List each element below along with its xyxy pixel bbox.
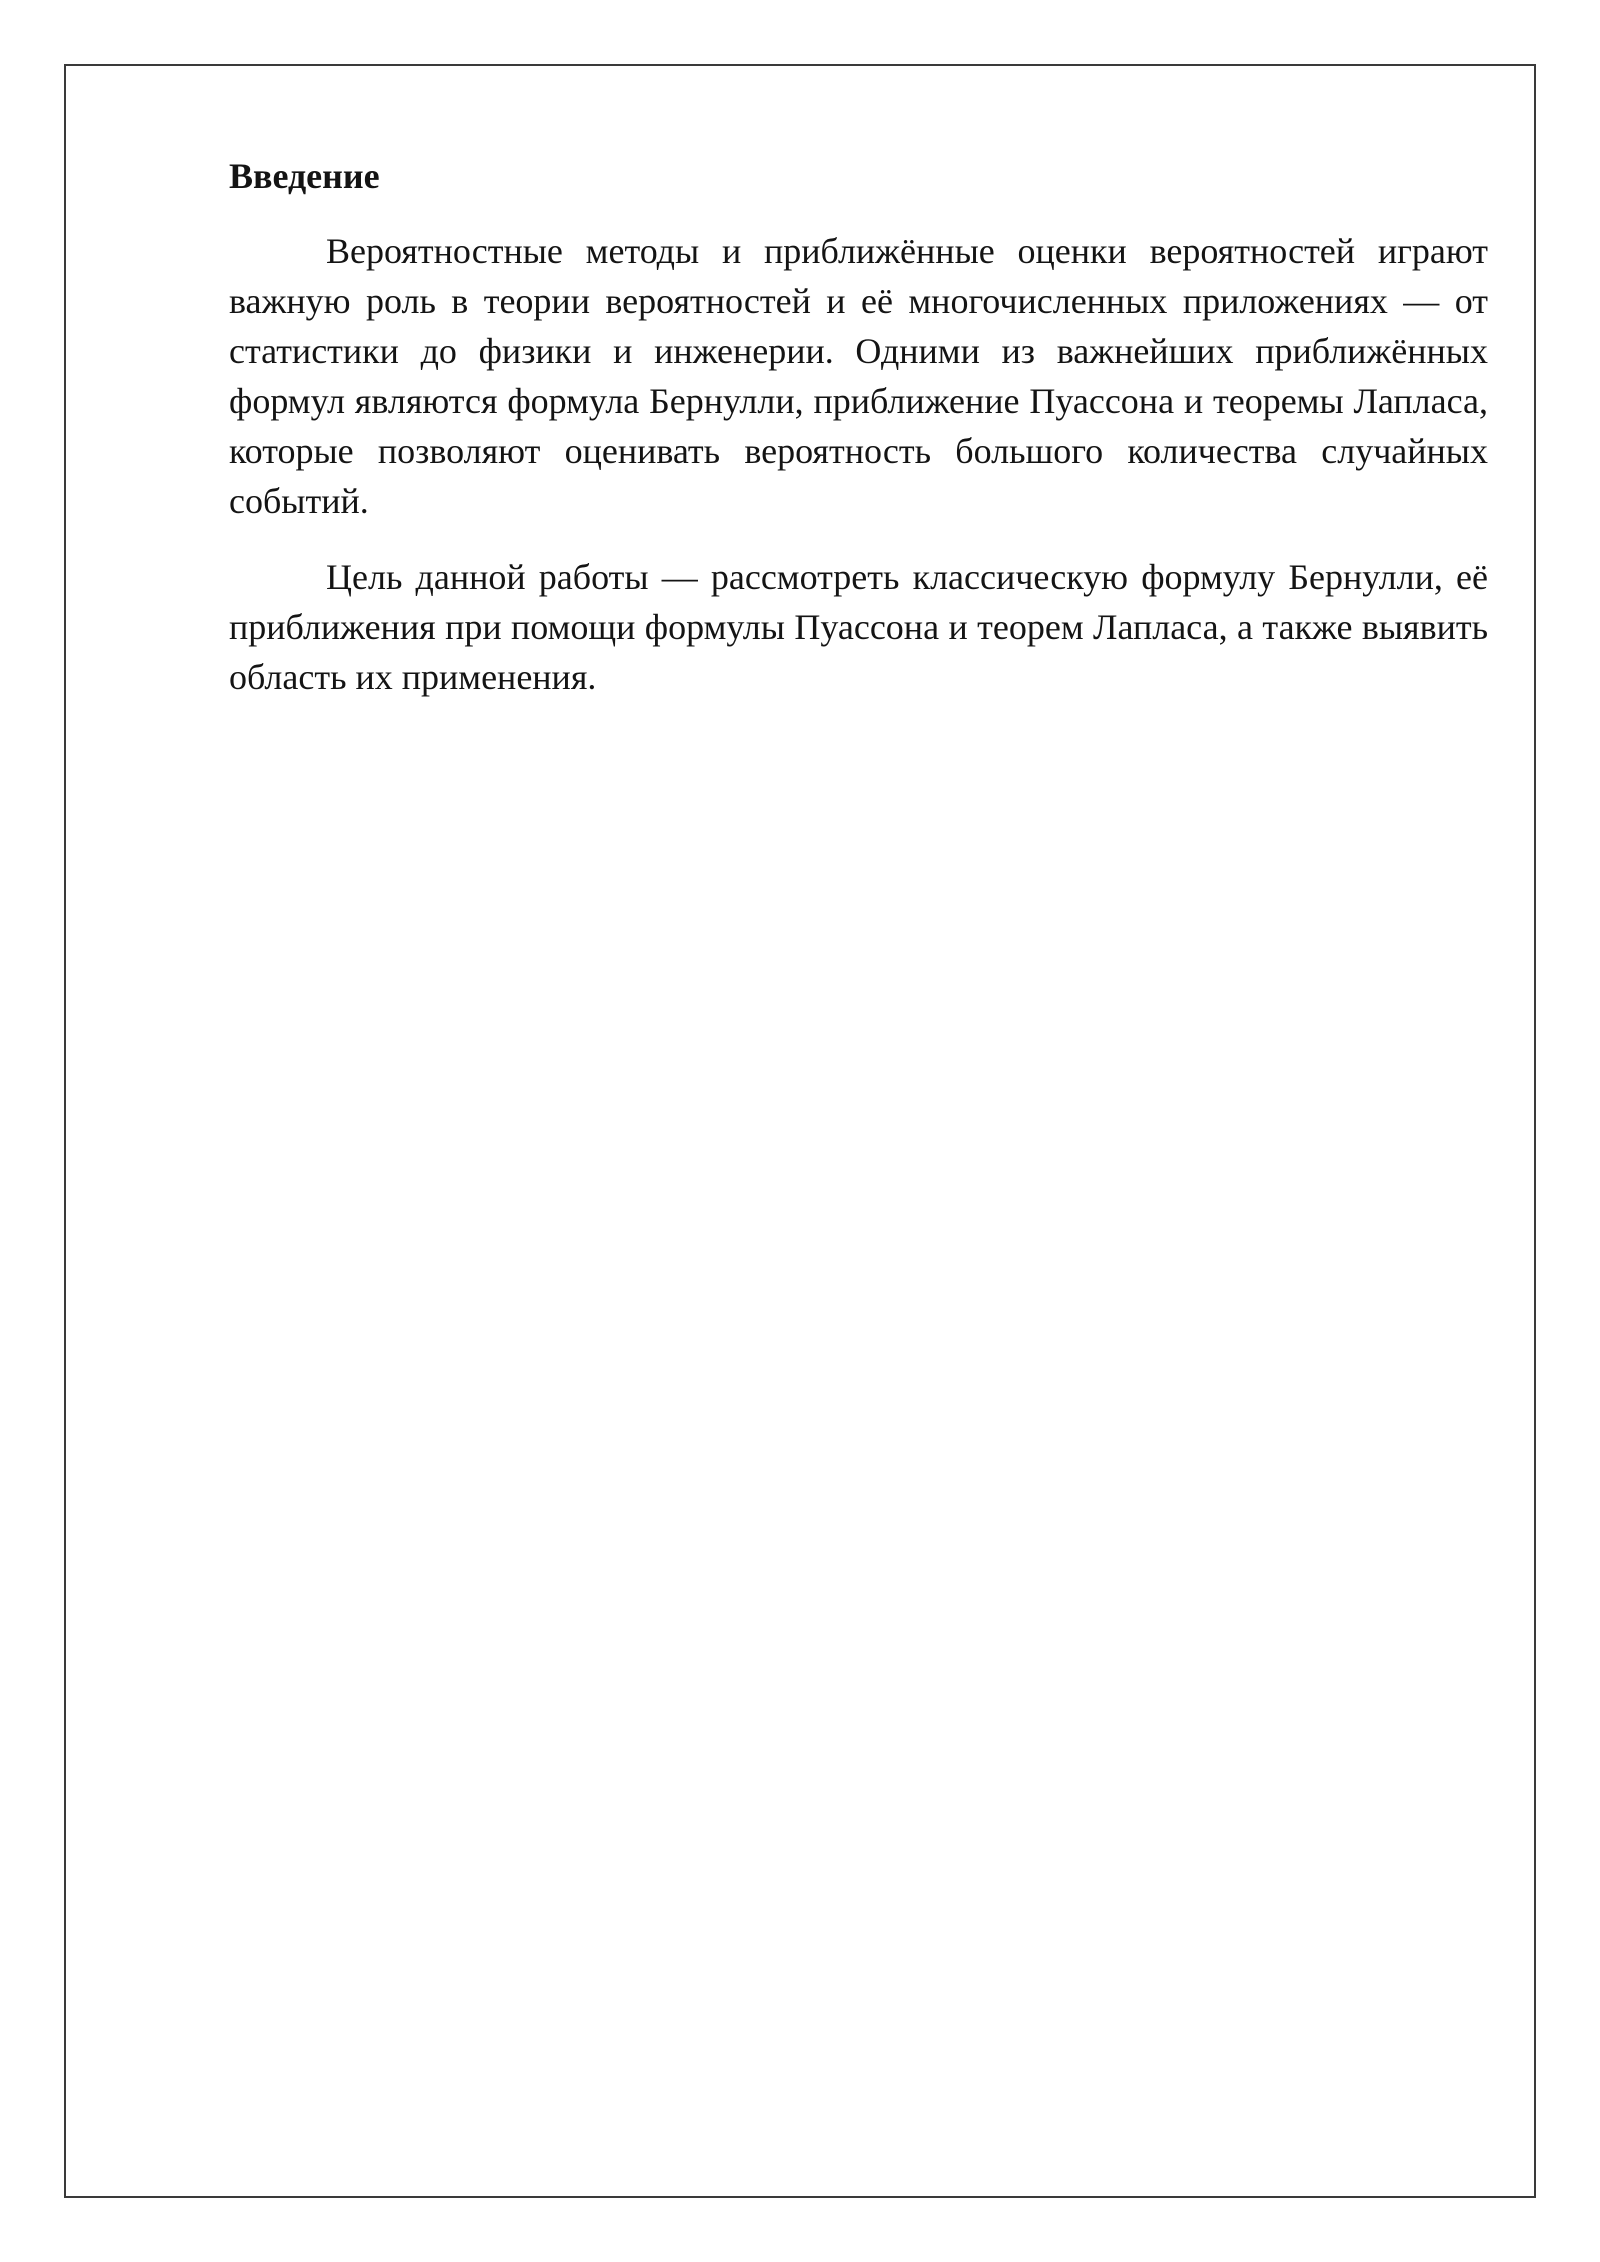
section-heading: Введение — [229, 156, 380, 196]
document-body — [229, 152, 1488, 728]
goal-paragraph: Цель данной работы — рассмотреть классическую формулу Бернулли, её приближения при помощи формулы Пуассона и теорем Лапласа, а также выявить область их применения. — [229, 557, 1488, 697]
intro-paragraph: Вероятностные методы и приближённые оценки вероятностей играют важную роль в теории вероятностей и её многочисленных приложениях — от статистики до физики и инженерии. Одними из важнейших приближённых формул являются формула Бернулли, приближение Пуассона и теоремы Лапласа, которые позволяют оценивать вероятность большого количества случайных событий. — [229, 231, 1488, 521]
